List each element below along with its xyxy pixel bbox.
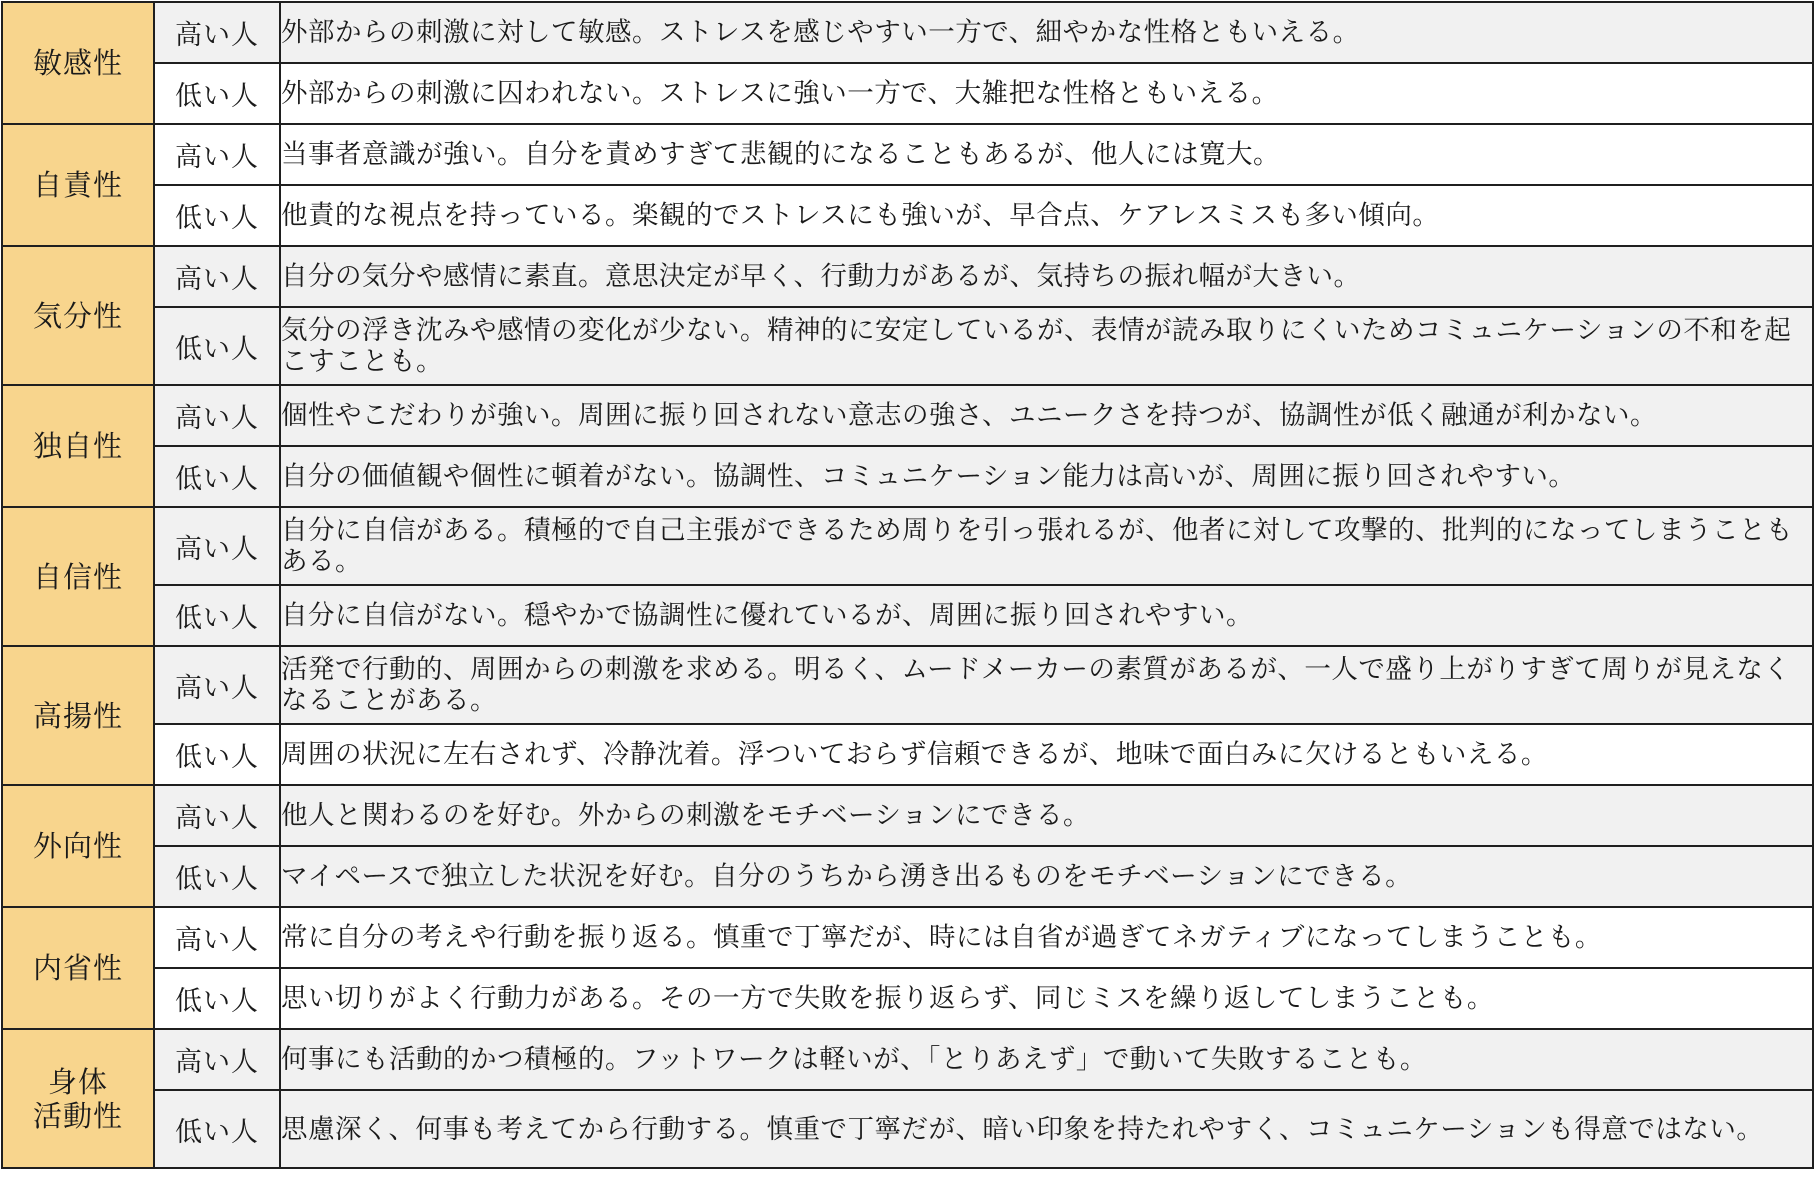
level-high-label: 高い人	[154, 124, 280, 185]
table-row	[2, 907, 1813, 968]
trait-label-moodiness: 気分性	[2, 246, 154, 385]
level-low-label: 低い人	[154, 724, 280, 785]
table-row	[2, 446, 1813, 507]
table-row	[2, 507, 1813, 585]
trait-description-low: 他責的な視点を持っている。楽観的でストレスにも強いが、早合点、ケアレスミスも多い傾向。	[280, 185, 1813, 246]
trait-description-high: 自分の気分や感情に素直。意思決定が早く、行動力があるが、気持ちの振れ幅が大きい。	[280, 246, 1813, 307]
trait-description-high: 外部からの刺激に対して敏感。ストレスを感じやすい一方で、細やかな性格ともいえる。	[280, 2, 1813, 63]
trait-label-uniqueness: 独自性	[2, 385, 154, 507]
personality-traits-table	[1, 1, 1814, 1169]
trait-label-sensitivity: 敏感性	[2, 2, 154, 124]
table-row	[2, 63, 1813, 124]
level-high-label: 高い人	[154, 646, 280, 724]
trait-description-low: 自分の価値観や個性に頓着がない。協調性、コミュニケーション能力は高いが、周囲に振り回されやすい。	[280, 446, 1813, 507]
trait-label-line: 身体	[47, 1064, 108, 1099]
level-high-label: 高い人	[154, 2, 280, 63]
trait-description-low: 思慮深く、何事も考えてから行動する。慎重で丁寧だが、暗い印象を持たれやすく、コミュニケーションも得意ではない。	[280, 1090, 1813, 1168]
trait-description-high: 何事にも活動的かつ積極的。フットワークは軽いが、「とりあえず」で動いて失敗することも。	[280, 1029, 1813, 1090]
trait-label-line: 活動性	[32, 1098, 123, 1133]
table-row	[2, 246, 1813, 307]
trait-description-high: 活発で行動的、周囲からの刺激を求める。明るく、ムードメーカーの素質があるが、一人で盛り上がりすぎて周りが見えなくなることがある。	[280, 646, 1813, 724]
trait-description-low: マイペースで独立した状況を好む。自分のうちから湧き出るものをモチベーションにできる。	[280, 846, 1813, 907]
table-row	[2, 968, 1813, 1029]
trait-description-high: 当事者意識が強い。自分を責めすぎて悲観的になることもあるが、他人には寛大。	[280, 124, 1813, 185]
trait-description-low: 思い切りがよく行動力がある。その一方で失敗を振り返らず、同じミスを繰り返してしまうことも。	[280, 968, 1813, 1029]
trait-description-high: 常に自分の考えや行動を振り返る。慎重で丁寧だが、時には自省が過ぎてネガティブになってしまうことも。	[280, 907, 1813, 968]
trait-label-self-blame: 自責性	[2, 124, 154, 246]
trait-description-high: 他人と関わるのを好む。外からの刺激をモチベーションにできる。	[280, 785, 1813, 846]
level-high-label: 高い人	[154, 1029, 280, 1090]
level-low-label: 低い人	[154, 307, 280, 385]
level-low-label: 低い人	[154, 1090, 280, 1168]
trait-label-elation: 高揚性	[2, 646, 154, 785]
level-high-label: 高い人	[154, 246, 280, 307]
level-low-label: 低い人	[154, 846, 280, 907]
level-low-label: 低い人	[154, 585, 280, 646]
trait-description-low: 周囲の状況に左右されず、冷静沈着。浮ついておらず信頼できるが、地味で面白みに欠けるともいえる。	[280, 724, 1813, 785]
trait-description-low: 気分の浮き沈みや感情の変化が少ない。精神的に安定しているが、表情が読み取りにくいためコミュニケーションの不和を起こすことも。	[280, 307, 1813, 385]
trait-label-confidence: 自信性	[2, 507, 154, 646]
level-high-label: 高い人	[154, 385, 280, 446]
level-low-label: 低い人	[154, 185, 280, 246]
table-row	[2, 585, 1813, 646]
level-high-label: 高い人	[154, 785, 280, 846]
table-row	[2, 846, 1813, 907]
level-high-label: 高い人	[154, 507, 280, 585]
trait-description-low: 外部からの刺激に囚われない。ストレスに強い一方で、大雑把な性格ともいえる。	[280, 63, 1813, 124]
table-row	[2, 124, 1813, 185]
table-row	[2, 307, 1813, 385]
level-low-label: 低い人	[154, 968, 280, 1029]
trait-label-extraversion: 外向性	[2, 785, 154, 907]
trait-label-physical-activity	[2, 1029, 154, 1168]
table-row	[2, 646, 1813, 724]
table-row	[2, 1090, 1813, 1168]
table-row	[2, 385, 1813, 446]
level-low-label: 低い人	[154, 63, 280, 124]
table-row	[2, 724, 1813, 785]
level-low-label: 低い人	[154, 446, 280, 507]
level-high-label: 高い人	[154, 907, 280, 968]
trait-description-low: 自分に自信がない。穏やかで協調性に優れているが、周囲に振り回されやすい。	[280, 585, 1813, 646]
table-row	[2, 785, 1813, 846]
trait-label-introspection: 内省性	[2, 907, 154, 1029]
trait-description-high: 個性やこだわりが強い。周囲に振り回されない意志の強さ、ユニークさを持つが、協調性が低く融通が利かない。	[280, 385, 1813, 446]
table-row	[2, 1029, 1813, 1090]
table-row	[2, 2, 1813, 63]
table-row	[2, 185, 1813, 246]
trait-description-high: 自分に自信がある。積極的で自己主張ができるため周りを引っ張れるが、他者に対して攻撃的、批判的になってしまうこともある。	[280, 507, 1813, 585]
